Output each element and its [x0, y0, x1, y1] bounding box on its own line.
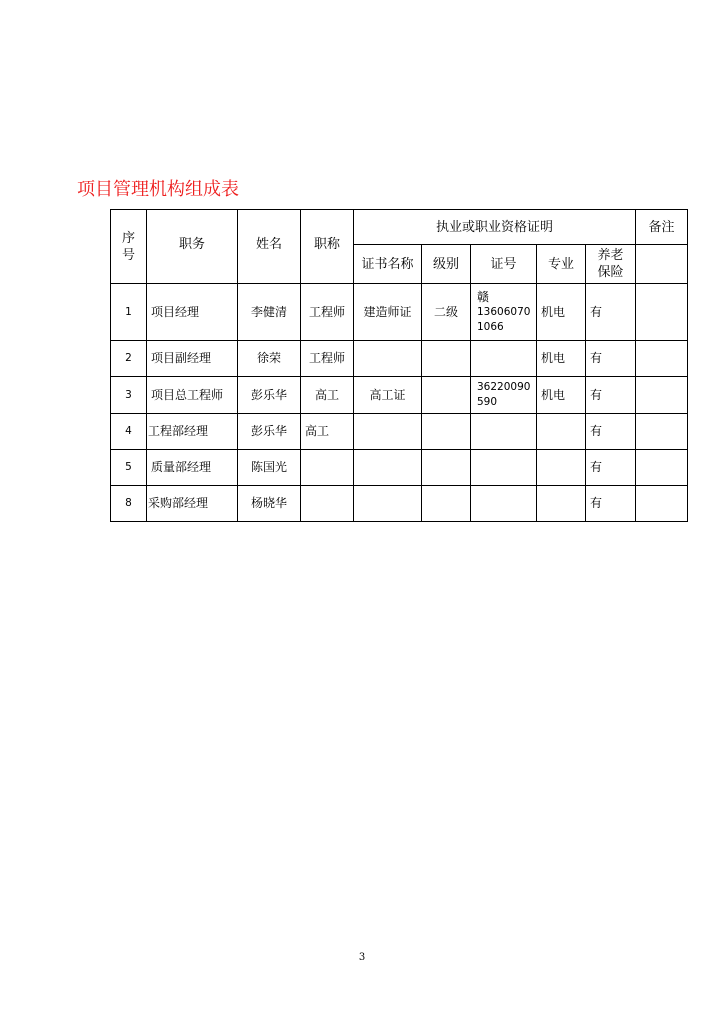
cell-name: 陈国光 — [238, 450, 301, 486]
header-position: 职务 — [147, 210, 238, 284]
cell-level: 二级 — [422, 284, 471, 341]
cell-seq: 2 — [111, 341, 147, 377]
table-row — [111, 284, 688, 341]
cell-position: 项目总工程师 — [147, 377, 238, 414]
cell-level — [422, 450, 471, 486]
cell-name: 徐荣 — [238, 341, 301, 377]
cell-level — [422, 341, 471, 377]
cell-name: 彭乐华 — [238, 414, 301, 450]
cell-remarks — [636, 486, 688, 522]
cell-cert-name: 高工证 — [354, 377, 422, 414]
table-row — [111, 341, 688, 377]
cell-major: 机电 — [537, 341, 586, 377]
cell-cert-name — [354, 341, 422, 377]
cell-name: 杨晓华 — [238, 486, 301, 522]
cell-major — [537, 450, 586, 486]
cell-remarks — [636, 341, 688, 377]
cell-pension: 有 — [586, 284, 636, 341]
table-row — [111, 450, 688, 486]
cell-seq: 1 — [111, 284, 147, 341]
cell-major — [537, 486, 586, 522]
header-pension: 养老保险 — [586, 245, 636, 284]
cell-position: 采购部经理 — [147, 486, 238, 522]
cell-cert-name — [354, 486, 422, 522]
header-major: 专业 — [537, 245, 586, 284]
cell-major: 机电 — [537, 284, 586, 341]
cell-title: 高工 — [301, 377, 354, 414]
header-cert-name: 证书名称 — [354, 245, 422, 284]
cell-position: 工程部经理 — [147, 414, 238, 450]
cell-remarks — [636, 450, 688, 486]
cell-level — [422, 377, 471, 414]
cell-pension: 有 — [586, 486, 636, 522]
header-seq: 序号 — [111, 210, 147, 284]
cell-remarks — [636, 284, 688, 341]
cell-cert-name — [354, 450, 422, 486]
cell-cert-name — [354, 414, 422, 450]
cell-cert-no — [471, 341, 537, 377]
header-level: 级别 — [422, 245, 471, 284]
cell-cert-no — [471, 450, 537, 486]
cell-remarks — [636, 377, 688, 414]
table-row — [111, 414, 688, 450]
header-remarks: 备注 — [636, 210, 688, 245]
cell-seq: 5 — [111, 450, 147, 486]
cell-seq: 3 — [111, 377, 147, 414]
cell-pension: 有 — [586, 450, 636, 486]
cell-title — [301, 450, 354, 486]
cell-cert-no: 36220090 590 — [471, 377, 537, 414]
cell-title: 高工 — [301, 414, 354, 450]
cell-name: 彭乐华 — [238, 377, 301, 414]
cell-level — [422, 414, 471, 450]
cell-level — [422, 486, 471, 522]
page-number: 3 — [358, 952, 366, 963]
org-table — [110, 209, 688, 522]
cell-title: 工程师 — [301, 341, 354, 377]
cell-seq: 8 — [111, 486, 147, 522]
table-row — [111, 486, 688, 522]
cell-cert-no — [471, 414, 537, 450]
cell-pension: 有 — [586, 414, 636, 450]
cell-remarks — [636, 414, 688, 450]
cell-cert-no: 赣 13606070 1066 — [471, 284, 537, 341]
page-title: 项目管理机构组成表 — [77, 179, 239, 200]
cell-position: 项目经理 — [147, 284, 238, 341]
cell-pension: 有 — [586, 377, 636, 414]
cell-seq: 4 — [111, 414, 147, 450]
cell-title: 工程师 — [301, 284, 354, 341]
cell-name: 李健清 — [238, 284, 301, 341]
cell-pension: 有 — [586, 341, 636, 377]
table-row — [111, 377, 688, 414]
header-qualification: 执业或职业资格证明 — [354, 210, 636, 245]
cell-position: 质量部经理 — [147, 450, 238, 486]
header-row-1 — [111, 210, 688, 245]
cell-cert-no — [471, 486, 537, 522]
header-name: 姓名 — [238, 210, 301, 284]
cell-major: 机电 — [537, 377, 586, 414]
cell-major — [537, 414, 586, 450]
header-title: 职称 — [301, 210, 354, 284]
cell-cert-name: 建造师证 — [354, 284, 422, 341]
cell-title — [301, 486, 354, 522]
header-remarks-blank — [636, 245, 688, 284]
cell-position: 项目副经理 — [147, 341, 238, 377]
header-cert-no: 证号 — [471, 245, 537, 284]
